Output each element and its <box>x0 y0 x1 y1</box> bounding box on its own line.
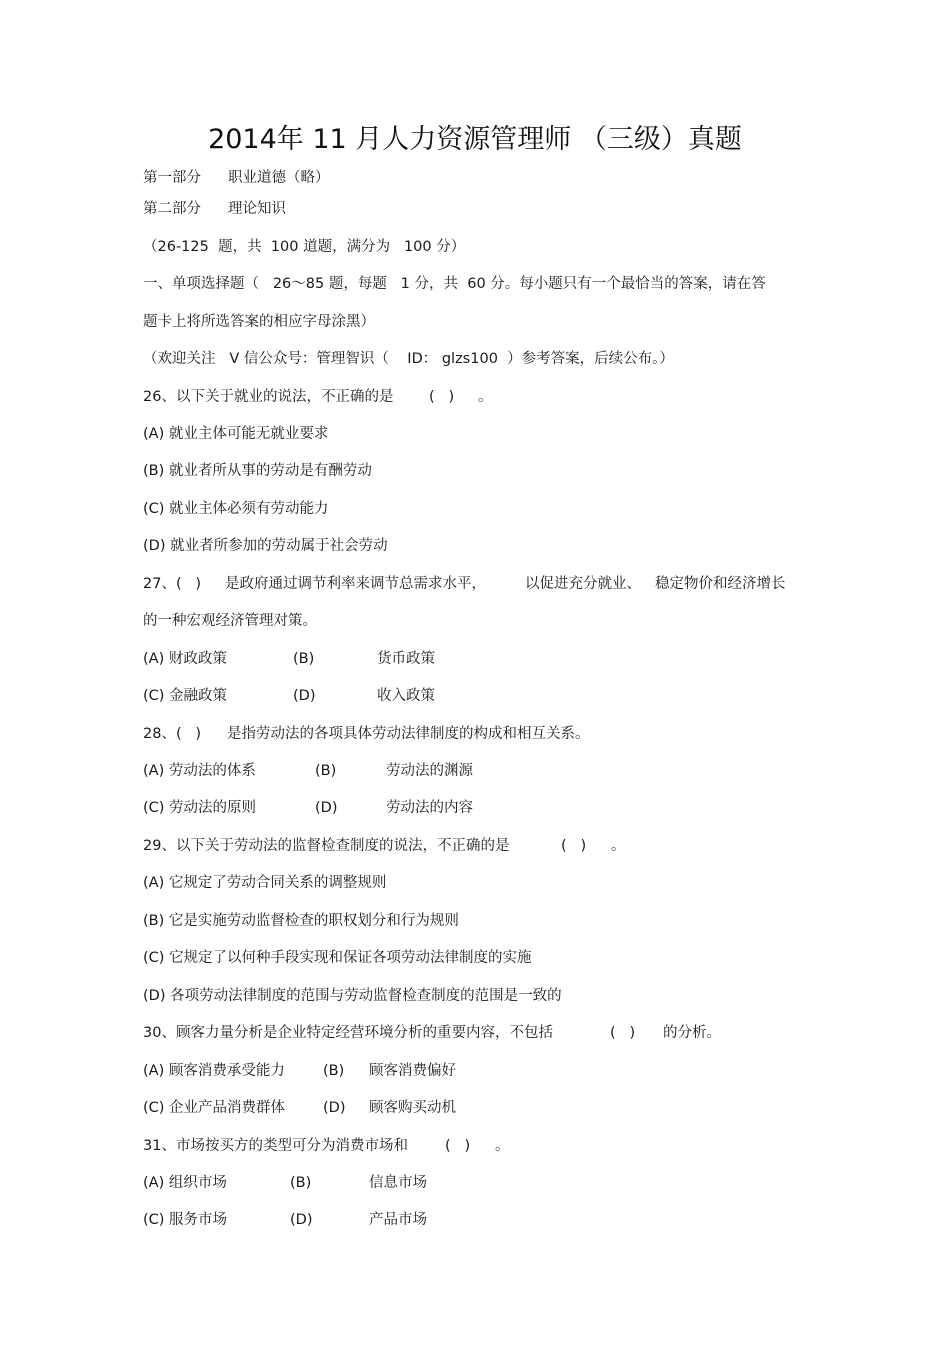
question-27-option-d: 收入政策 <box>377 688 435 704</box>
question-26-end: 。 <box>478 389 493 405</box>
question-27-option-c: (C) 金融政策 <box>143 688 228 704</box>
question-31-option-d: 产品市场 <box>369 1212 427 1228</box>
question-27-option-b-label: (B) <box>293 651 315 667</box>
question-30-option-c: (C) 企业产品消费群体 <box>143 1100 286 1116</box>
question-26-option-b: (B) 就业者所从事的劳动是有酬劳动 <box>143 463 372 479</box>
question-26-option-d: (D) 就业者所参加的劳动属于社会劳动 <box>143 538 388 554</box>
part-two-text: 理论知识 <box>228 201 286 217</box>
range-note: （26-125 题，共 100 道题，满分为 100 分） <box>143 239 466 255</box>
question-27-stem-line2: 的一种宏观经济管理对策。 <box>143 613 317 629</box>
question-30-option-a: (A) 顾客消费承受能力 <box>143 1063 285 1079</box>
question-27-option-a: (A) 财政政策 <box>143 651 227 667</box>
question-30-option-d: 顾客购买动机 <box>369 1100 456 1116</box>
question-30-blank: ( ) <box>610 1025 636 1041</box>
question-31-option-b-label: (B) <box>290 1175 312 1191</box>
question-28-option-d: 劳动法的内容 <box>386 800 473 816</box>
question-28-option-c: (C) 劳动法的原则 <box>143 800 257 816</box>
question-27-part2: 以促进充分就业、 <box>525 576 641 592</box>
document-title: 2014年 11 月人力资源管理师 （三级）真题 <box>208 124 742 155</box>
question-28-lead: 28、( ) <box>143 726 202 742</box>
question-30-text: 30、顾客力量分析是企业特定经营环境分析的重要内容，不包括 <box>143 1025 553 1041</box>
question-27-option-d-label: (D) <box>293 688 316 704</box>
question-31-option-d-label: (D) <box>290 1212 313 1228</box>
question-29-option-d: (D) 各项劳动法律制度的范围与劳动监督检查制度的范围是一致的 <box>143 988 562 1004</box>
question-31-blank: ( ) <box>445 1138 471 1154</box>
part-one-text: 职业道德（略） <box>228 170 330 186</box>
question-30-option-b-label: (B) <box>323 1063 345 1079</box>
question-28-option-d-label: (D) <box>315 800 338 816</box>
question-26-option-c: (C) 就业主体必须有劳动能力 <box>143 501 329 517</box>
question-31-end: 。 <box>495 1138 510 1154</box>
question-30-option-b: 顾客消费偏好 <box>369 1063 456 1079</box>
question-29-text: 29、以下关于劳动法的监督检查制度的说法，不正确的是 <box>143 838 510 854</box>
question-26-text: 26、以下关于就业的说法，不正确的是 <box>143 389 394 405</box>
question-30-option-d-label: (D) <box>323 1100 346 1116</box>
question-31-options-cd <box>143 1210 427 1310</box>
section-one-instructions-line1: 一、单项选择题（ 26～85 题，每题 1 分，共 60 分。每小题只有一个最恰当的答案，请在答 <box>143 276 766 292</box>
question-31-option-b: 信息市场 <box>369 1175 427 1191</box>
question-26-option-a: (A) 就业主体可能无就业要求 <box>143 426 329 442</box>
question-30-end: 的分析。 <box>663 1025 721 1041</box>
question-27-lead: 27、( ) <box>143 576 202 592</box>
question-29-option-a: (A) 它规定了劳动合同关系的调整规则 <box>143 875 387 891</box>
question-29-end: 。 <box>611 838 626 854</box>
question-28-text: 是指劳动法的各项具体劳动法律制度的构成和相互关系。 <box>227 726 590 742</box>
question-26-blank: ( ) <box>429 389 455 405</box>
notice-line: （欢迎关注 V 信公众号：管理智识（ ID： glzs100 ）参考答案，后续公布。） <box>143 351 674 367</box>
part-one-label: 第一部分 <box>143 170 201 186</box>
question-31-option-c: (C) 服务市场 <box>143 1212 228 1228</box>
question-29-blank: ( ) <box>561 838 587 854</box>
question-28-option-b: 劳动法的渊源 <box>386 763 473 779</box>
question-29-option-c: (C) 它规定了以何种手段实现和保证各项劳动法律制度的实施 <box>143 950 532 966</box>
question-28-option-b-label: (B) <box>315 763 337 779</box>
question-31-text: 31、市场按买方的类型可分为消费市场和 <box>143 1138 408 1154</box>
question-27-option-b: 货币政策 <box>377 651 435 667</box>
part-two-label: 第二部分 <box>143 201 201 217</box>
question-27-part1: 是政府通过调节利率来调节总需求水平， <box>225 576 486 592</box>
question-27-part3: 稳定物价和经济增长 <box>655 576 786 592</box>
question-28-option-a: (A) 劳动法的体系 <box>143 763 256 779</box>
question-31-option-a: (A) 组织市场 <box>143 1175 227 1191</box>
section-one-instructions-line2: 题卡上将所选答案的相应字母涂黑） <box>143 314 375 330</box>
question-29-option-b: (B) 它是实施劳动监督检查的职权划分和行为规则 <box>143 913 459 929</box>
